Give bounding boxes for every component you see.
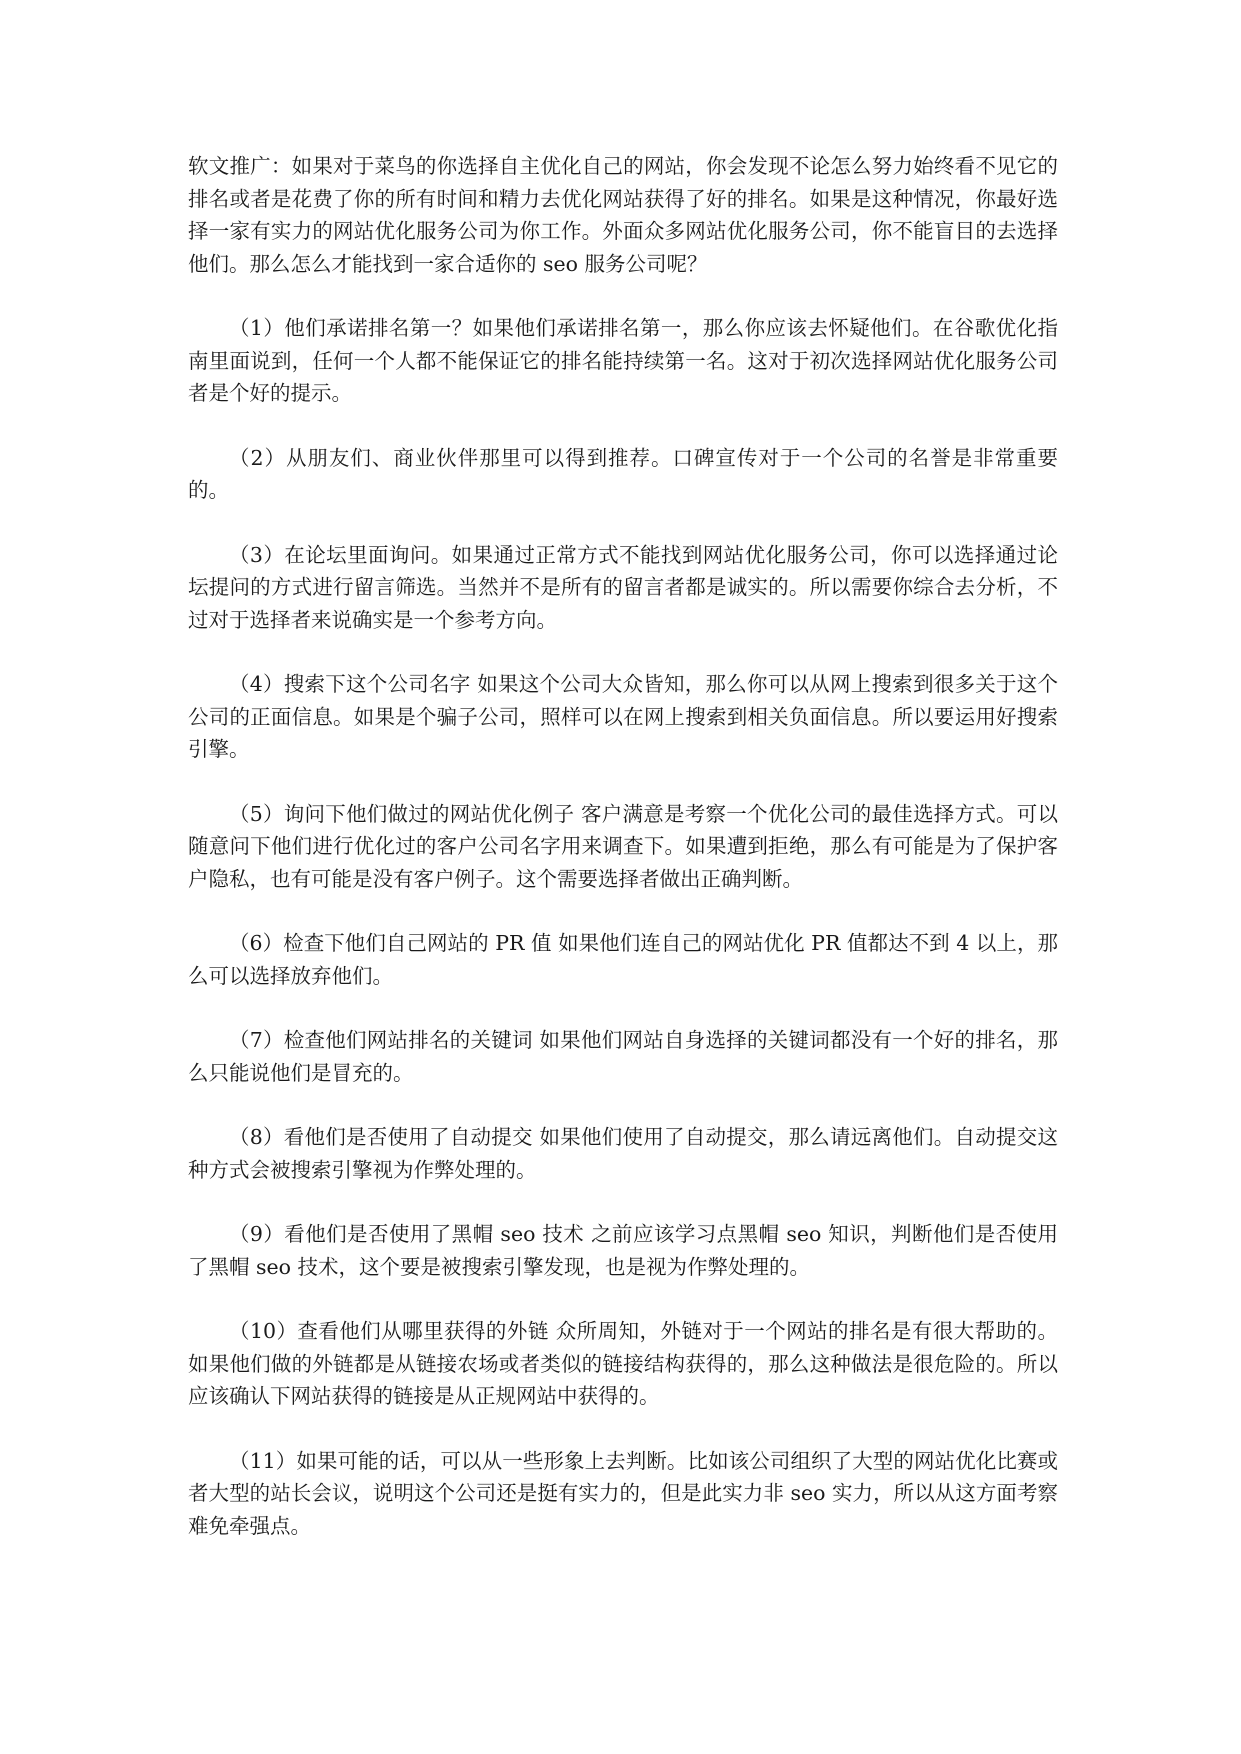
tip-paragraph-8: （8）看他们是否使用了自动提交 如果他们使用了自动提交，那么请远离他们。自动提交这种方式会被搜索引擎视为作弊处理的。 bbox=[188, 1125, 1058, 1182]
tip-paragraph-6: （6）检查下他们自己网站的 PR 值 如果他们连自己的网站优化 PR 值都达不到 4 以上，那么可以选择放弃他们。 bbox=[188, 931, 1058, 988]
tip-paragraph-4: （4）搜索下这个公司名字 如果这个公司大众皆知，那么你可以从网上搜索到很多关于这个公司的正面信息。如果是个骗子公司，照样可以在网上搜索到相关负面信息。所以要运用好搜索引擎。 bbox=[188, 672, 1058, 761]
tip-paragraph-2: （2）从朋友们、商业伙伴那里可以得到推荐。口碑宣传对于一个公司的名誉是非常重要的。 bbox=[188, 445, 1058, 502]
tip-paragraph-10: （10）查看他们从哪里获得的外链 众所周知，外链对于一个网站的排名是有很大帮助的。如果他们做的外链都是从链接农场或者类似的链接结构获得的，那么这种做法是很危险的。所以应该确认下网站获得的链接是从正规网站中获得的。 bbox=[188, 1319, 1058, 1408]
document-page bbox=[188, 150, 1058, 1574]
tip-paragraph-7: （7）检查他们网站排名的关键词 如果他们网站自身选择的关键词都没有一个好的排名，那么只能说他们是冒充的。 bbox=[188, 1028, 1058, 1085]
tip-paragraph-11: （11）如果可能的话，可以从一些形象上去判断。比如该公司组织了大型的网站优化比赛或者大型的站长会议，说明这个公司还是挺有实力的，但是此实力非 seo 实力，所以从这方面考察难免牵强点。 bbox=[188, 1448, 1058, 1538]
tip-paragraph-5: （5）询问下他们做过的网站优化例子 客户满意是考察一个优化公司的最佳选择方式。可以随意问下他们进行优化过的客户公司名字用来调查下。如果遭到拒绝，那么有可能是为了保护客户隐私，也有可能是没有客户例子。这个需要选择者做出正确判断。 bbox=[188, 801, 1058, 891]
tip-paragraph-9: （9）看他们是否使用了黑帽 seo 技术 之前应该学习点黑帽 seo 知识，判断他们是否使用了黑帽 seo 技术，这个要是被搜索引擎发现，也是视为作弊处理的。 bbox=[188, 1222, 1058, 1279]
intro-paragraph: 软文推广：如果对于菜鸟的你选择自主优化自己的网站，你会发现不论怎么努力始终看不见它的排名或者是花费了你的所有时间和精力去优化网站获得了好的排名。如果是这种情况，你最好选择一家有实力的网站优化服务公司为你工作。外面众多网站优化服务公司，你不能盲目的去选择他们。那么怎么才能找到一家合适你的 seo 服务公司呢？ bbox=[188, 154, 1058, 276]
tip-paragraph-1: （1）他们承诺排名第一？如果他们承诺排名第一，那么你应该去怀疑他们。在谷歌优化指南里面说到，任何一个人都不能保证它的排名能持续第一名。这对于初次选择网站优化服务公司者是个好的提示。 bbox=[188, 316, 1058, 405]
tip-paragraph-3: （3）在论坛里面询问。如果通过正常方式不能找到网站优化服务公司，你可以选择通过论坛提问的方式进行留言筛选。当然并不是所有的留言者都是诚实的。所以需要你综合去分析，不过对于选择者来说确实是一个参考方向。 bbox=[188, 542, 1058, 632]
